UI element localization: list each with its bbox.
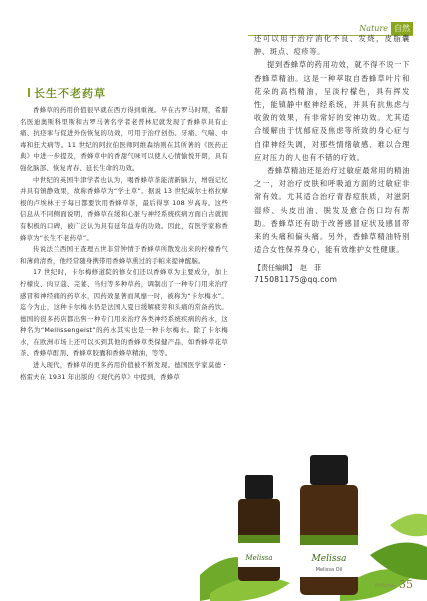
editor-email: 715081175@qq.com — [254, 275, 338, 285]
title-marker — [28, 88, 30, 97]
bottle-label-small: Melissa — [245, 554, 273, 562]
product-illustration — [200, 455, 427, 601]
page-number: 35 — [399, 578, 413, 591]
left-column — [20, 85, 228, 383]
paragraph: 香蜂草的药用价值很早就在西方得到重视。早在古罗马时期，希腊名医迪奥斯科里斯和古罗马著名学者老普林尼就发现了香蜂草具有止痛、抗痉挛与促进外伤恢复的功效，可用于治疗创伤、牙痛、气喘、中毒和狂犬病等。11 世纪的阿拉伯医师阿维森纳则在其所著的《医药正典》中进一步提及，香蜂草中的香甜气味可以使人心情愉悦开朗，具有强化脑部、恢复青春、延长生命的功效。 — [20, 106, 228, 172]
section-name-en: Nature — [359, 24, 388, 33]
right-column — [254, 32, 410, 284]
large-oil-bottle — [300, 455, 358, 595]
editor-label: 【责任编辑】 — [254, 264, 296, 273]
paragraph: 传说法兰西国王查理五世非常钟情于香蜂草所散发出来的柠檬香气和薄荷清香，他经常随身携带用香蜂草熏过的手帕来提神醒脑。 — [20, 245, 228, 265]
magazine-name: Natural — [374, 583, 395, 589]
editor-credit — [254, 262, 410, 274]
paragraph-continued: 还可以用于治疗消化不良、发烧，皮脂囊肿、斑点、痘疹等。 — [254, 34, 410, 57]
paragraph: 17 世纪时，卡尔梅修道院的修女们还以香蜂草为主要成分，加上柠檬皮、肉豆蔻、芫荽、当归等多种草药，调制出了一种专门用来治疗感冒和神经痛的药草水，因药效显著而风靡一时，被称为“卡尔梅水”。迄今为止，这种卡尔梅水仍是法国人夏日缓解疲劳和头痛的常备药饮。德国的很多药店都出售一种专门用来治疗各类神经系统疾病的药水，这种名为“Mellissengeist”的药水其实也是一种卡尔梅水。除了卡尔梅水，在欧洲市场上还可以买到其他的香蜂草类保健产品，如香蜂草花草茶、香蜂草酊剂、香蜂草胶囊和香蜂草精油，等等。 — [20, 268, 228, 358]
paragraph: 进入现代，香蜂草的更多药用价值被不断发现。德国医学家莫德・格雷夫在 1931 年出版的《现代药草》中提到，香蜂草 — [20, 361, 228, 381]
paragraph: 提到香蜂草的药用功效，就不得不说一下香蜂草精油。这是一种萃取自香蜂草叶片和花朵的高档精油，呈淡柠檬色，具有挥发性，能镇静中枢神经系统，并具有抗焦虑与收敛的效果，有非常好的安神功效。尤其适合缓解由于忧郁症及焦虑等所致的身心症与自律神经失调，对那些情绪敏感、难以合理应对压力的人也有不错的疗效。 — [254, 60, 410, 162]
article-title-text: 长生不老药草 — [34, 87, 106, 100]
article-title — [28, 85, 228, 101]
editor-name: 赵 菲 — [300, 264, 321, 273]
paragraph: 香蜂草精油还是治疗过敏症最常用的精油之一，对治疗皮肤和呼吸道方面的过敏症非常有效。尤其适合治疗青春痘肤质，对滋阴湿疹、头皮出油、脱发及愈合伤口均有帮助。香蜂草还有助于改善感冒症状及感冒带来的头痛和偏头痛。另外，香蜂草精油特别适合女性保养身心，能有效维护女性健康。 — [254, 166, 410, 255]
paragraph: 中世纪的英国牛津学者也认为，喝香蜂草茶能清新脑力，增强记忆并具有镇静效果，故称香蜂草为“学士草”。据说 13 世纪威尔士格拉摩根的卢埃林王子每日都要饮用香蜂草茶，最后得享 108 岁高寿。这些信息从不同侧面说明，香蜂草在缓和心脏与神经系统疾病方面自古就拥有积极的口碑，被广泛认为具有延年益寿的功效。因此，有医学家称香蜂草为“长生不老药草”。 — [20, 175, 228, 242]
bottle-label-large: Melissa — [311, 554, 347, 564]
bottle-sublabel: Melissa Oil — [315, 567, 343, 573]
section-name-cn: 自然 — [391, 22, 413, 35]
small-oil-bottle — [238, 475, 280, 581]
